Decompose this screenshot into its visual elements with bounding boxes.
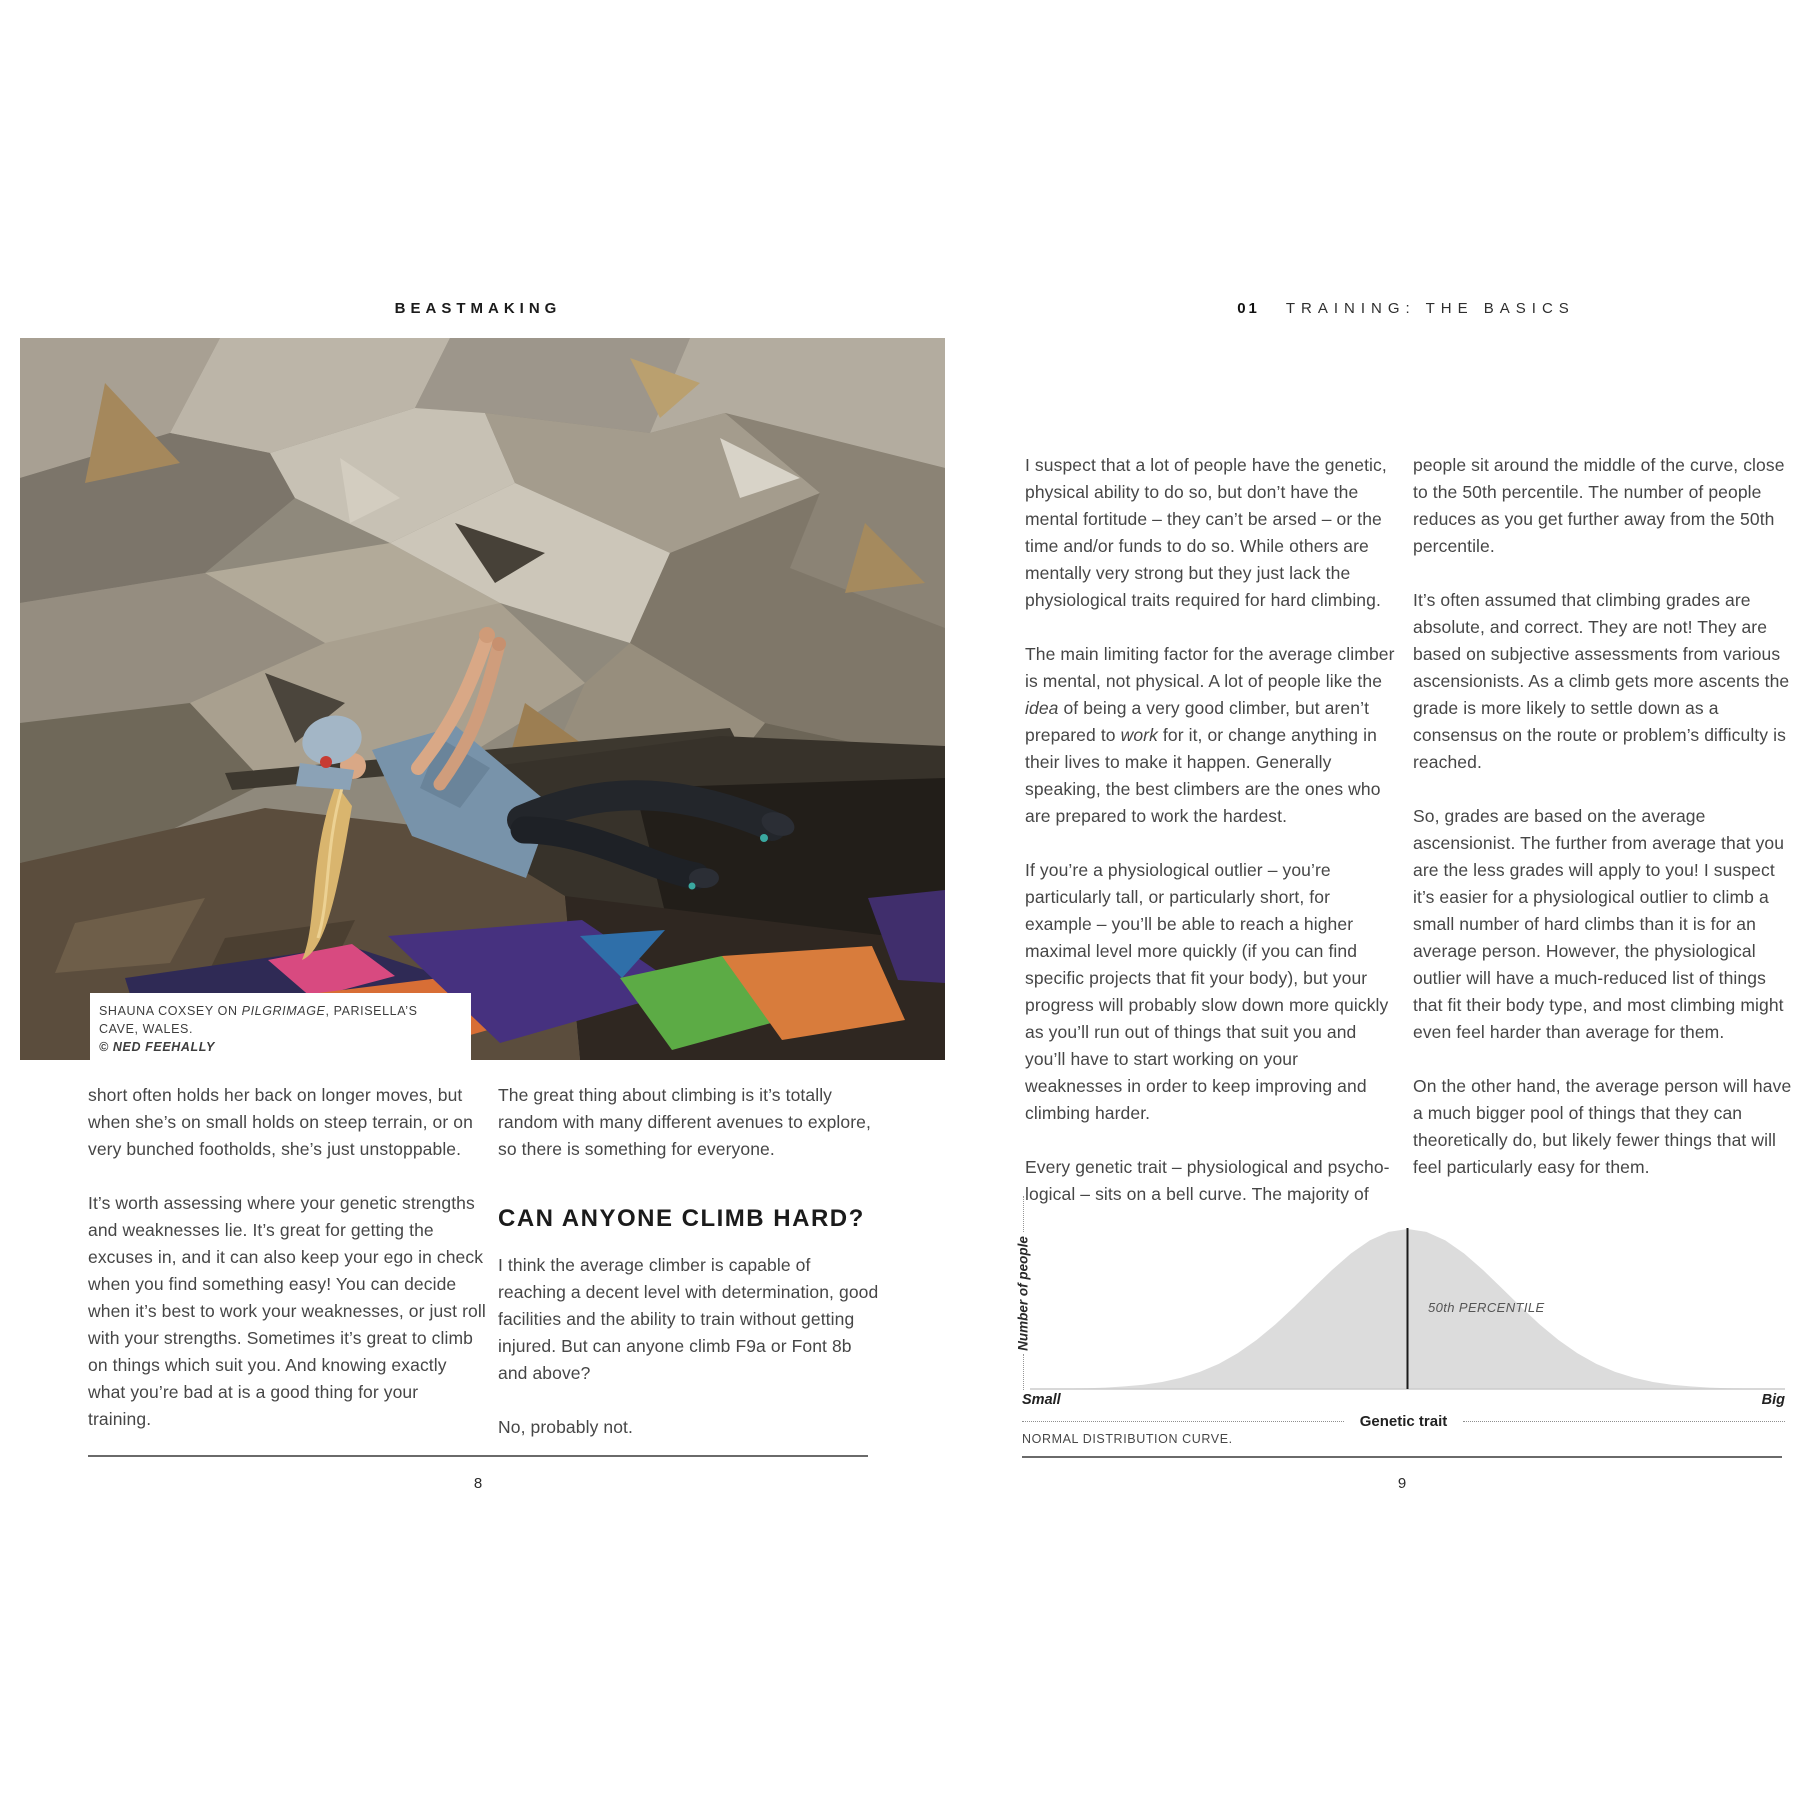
caption-route-name: PILGRIMAGE xyxy=(241,1004,326,1018)
text-segment-italic: idea xyxy=(1025,698,1059,718)
chapter-number: 01 xyxy=(1237,300,1260,317)
caption-text: , PARISELLA’S CAVE, WALES. xyxy=(99,1004,418,1036)
caption-text: SHAUNA COXSEY ON xyxy=(99,1004,242,1018)
photo-caption-line xyxy=(99,1002,459,1038)
paragraph: I think the average climber is capable of reaching a decent level with determination, good facilities and the ability to train without getting injured. But can anyone climb F9a or Font 8b and above? xyxy=(498,1255,879,1383)
left-running-head: BEASTMAKING xyxy=(394,300,562,317)
x-axis-dotted-line xyxy=(1022,1421,1344,1422)
chart-x-end-labels xyxy=(1022,1392,1785,1408)
right-column-1 xyxy=(1025,452,1397,1208)
climbing-photo xyxy=(20,338,945,1060)
left-page-number: 8 xyxy=(473,1475,483,1492)
paragraph: I suspect that a lot of people have the genetic, physical ability to do so, but don’t have the mental fortitude – they can’t be arsed – or the time and/or funds to do so. While others are mentally very strong but they just lack the physiological traits required for hard climbing. xyxy=(1025,455,1387,610)
percentile-annotation: 50th PERCENTILE xyxy=(1428,1300,1545,1315)
photo-credit: © NED FEEHALLY xyxy=(99,1040,215,1054)
left-footer-rule xyxy=(88,1455,868,1457)
chart-caption: NORMAL DISTRIBUTION CURVE. xyxy=(1022,1432,1233,1446)
x-axis-title: Genetic trait xyxy=(1359,1412,1448,1430)
paragraph xyxy=(1025,641,1397,830)
paragraph: The great thing about climbing is it’s totally random with many different avenues to explore, so there is something for everyone. xyxy=(498,1085,871,1159)
paragraph: It’s worth assessing where your genetic strengths and weaknesses lie. It’s great for getting the excuses in, and it can also keep your ego in check when you find something easy! You can decide when it’s best to work your weaknesses, or just roll with your strengths. Sometimes it’s great to climb on things which suit you. And knowing exactly what you’re bad at is a good thing for your training. xyxy=(88,1193,486,1429)
y-axis-label: Number of people xyxy=(1015,1236,1031,1351)
paragraph: If you’re a physiological outlier – you’re particularly tall, or particularly short, for example – you’ll be able to reach a higher maximal level more quickly (if you can find specific projects that fit your body), but your progress will probably slow down more quickly as you’ll run out of things that suit you and you’ll have to start working on your weaknesses in order to keep improving and climbing harder. xyxy=(1025,860,1389,1123)
paragraph: It’s often assumed that climbing grades are absolute, and correct. They are not! They are based on subjective assessments from various ascensionists. As a climb gets more ascents the grade is more likely to settle down as a consensus on the route or problem’s difficulty is reached. xyxy=(1413,590,1790,772)
x-axis-left-label: Small xyxy=(1022,1392,1061,1408)
paragraph: people sit around the middle of the curve, close to the 50th percentile. The number of people reduces as you get further away from the 50th percentile. xyxy=(1413,455,1785,556)
text-segment: The main limiting factor for the average climber is mental, not physical. A lot of people like the xyxy=(1025,644,1395,691)
text-segment: for it, or change anything in their lives to make it happen. Generally speaking, the best climbers are the ones who are prepared to work the hardest. xyxy=(1025,725,1381,826)
chapter-title: TRAINING: THE BASICS xyxy=(1285,300,1575,317)
chart-x-axis xyxy=(1022,1412,1785,1430)
paragraph: Every genetic trait – physiological and psycho-logical – sits on a bell curve. The majority of xyxy=(1025,1157,1390,1204)
left-column-1 xyxy=(88,1082,486,1433)
paragraph: On the other hand, the average person will have a much bigger pool of things that they can theoretically do, but likely fewer things that will feel particularly easy for them. xyxy=(1413,1076,1792,1177)
paragraph: No, probably not. xyxy=(498,1417,633,1437)
section-heading: CAN ANYONE CLIMB HARD? xyxy=(498,1205,865,1232)
bell-curve-chart xyxy=(1030,1220,1785,1390)
x-axis-dotted-line xyxy=(1463,1421,1785,1422)
photo-caption xyxy=(90,993,471,1066)
x-axis-right-label: Big xyxy=(1761,1392,1785,1408)
paragraph: short often holds her back on longer moves, but when she’s on small holds on steep terrain, or on very bunched footholds, she’s just unstoppable. xyxy=(88,1085,473,1159)
right-column-2 xyxy=(1413,452,1793,1181)
left-column-2 xyxy=(498,1082,883,1441)
y-axis-dotted-line xyxy=(1023,1354,1024,1390)
text-segment: of being a very good climber, but aren’t prepared to xyxy=(1025,698,1370,745)
right-running-head xyxy=(1022,300,1790,317)
right-footer-rule xyxy=(1022,1456,1782,1458)
text-segment-italic: work xyxy=(1120,725,1158,745)
right-page-number: 9 xyxy=(1397,1475,1407,1492)
paragraph: So, grades are based on the average ascensionist. The further from average that you are the less grades will apply to you! I suspect it’s easier for a physiological outlier to climb a small number of hard climbs than it is for an average person. However, the physiological outlier will have a much-reduced list of things that fit their body type, and most climbing might even feel harder than average for them. xyxy=(1413,806,1785,1042)
